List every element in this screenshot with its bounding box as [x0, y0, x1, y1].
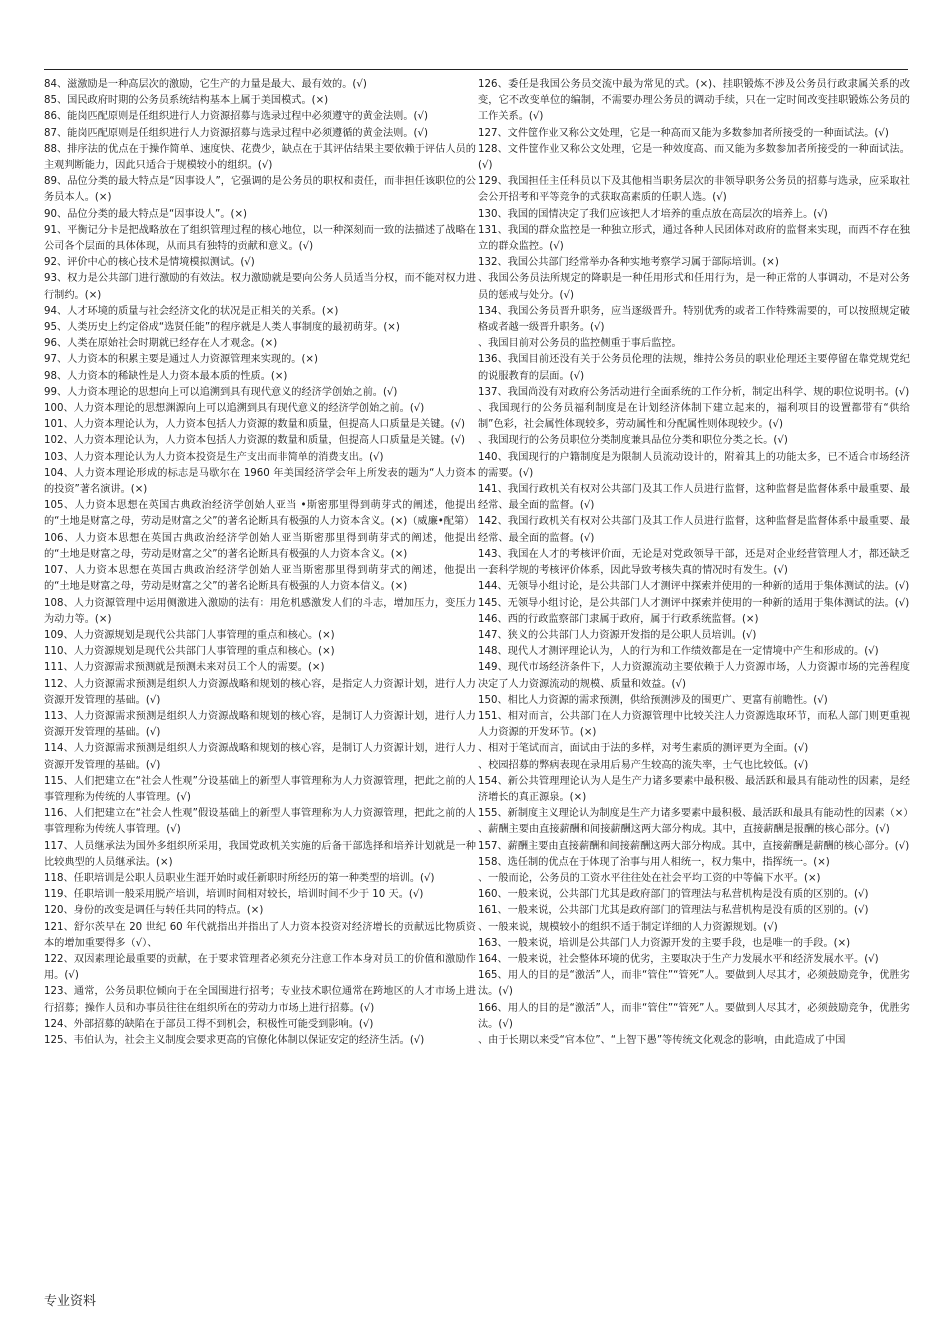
question-item: 、薪酬主要由直接薪酬和间接薪酬这两大部分构成。其中，直接薪酬是报酬的核心部分。(√)	[478, 824, 890, 836]
question-item: 115、人们把建立在“社会人性观”分设基础上的新型人事管理称为人力资源管理，把此之前的人事管理称为传统的人事管理。(√)	[44, 775, 476, 803]
question-item: 88、排序法的优点在于操作简单、速度快、花费少，缺点在于其评估结果主要依赖于评估人员的主观判断能力，因此只适合于规模较小的组织。(√)	[44, 143, 476, 172]
question-item: 134、我国公务员晋升职务，应当逐级晋升。特别优秀的或者工作特殊需要的，可以按照规定破格或者越一级晋升职务。(√)	[478, 305, 910, 334]
question-item: 118、任职培训是公职人员职业生涯开始时或任新职时所经历的第一种类型的培训。(√)	[44, 872, 435, 884]
question-item: 111、人力资源需求预测就是预测未来对员工个人的需要。(×)	[44, 662, 325, 674]
question-item: 122、双因素理论最重要的贡献，在于要求管理者必须充分注意工作本身对员工的价值和激励作用。(√)	[44, 953, 476, 982]
question-item: 145、无领导小组讨论，是公共部门人才测评中探索并使用的一种新的适用于集体测试的法。(√)	[478, 597, 910, 609]
question-item: 107、人力资本思想在英国古典政治经济学创始人亚当斯密那里得到萌芽式的阐述，他提出的“土地是财富之母，劳动是财富之父”的著名论断具有极强的人力资本信义。(×)	[44, 565, 476, 593]
question-item: 101、人力资本理论认为，人力资本包括人力资源的数量和质量，但提高人口质量是关键。(√)	[44, 419, 466, 431]
question-item: 119、任职培训一般采用脱产培训，培训时间相对较长，培训时间不少于 10 天。(√)	[44, 889, 424, 901]
question-item: 、我国现行的公务员福利制度是在计划经济体制下建立起来的，福利项目的设置都带有“供给制”色彩，社会属性体现较多，劳动属性和分配属性则体现较少。(√)	[478, 403, 910, 431]
question-item: 125、韦伯认为，社会主义制度会要求更高的官僚化体制以保证安定的经济生活。(√)	[44, 1034, 425, 1046]
question-item: 121、舒尔茨早在 20 世纪 60 年代就指出并指出了人力资本投资对经济增长的贡献远比物质资本的增加重要得多（√）、	[44, 921, 476, 949]
question-item: 123、通常，公务员职位倾向于在全国围进行招考；专业技术职位通常在跨地区的人才市场上进行招募；操作人员和办事员往往在组织所在的劳动力市场上进行招募。(√)	[44, 986, 476, 1014]
question-item: 142、我国行政机关有权对公共部门及其工作人员进行监督，这种监督是监督体系中最重要、最经常、最全面的监督。(√)	[478, 516, 910, 544]
question-item: 147、狭义的公共部门人力资源开发指的是公职人员培训。(√)	[478, 629, 757, 641]
question-item: 、一般而论，公务员的工资水平往往处在社会平均工资的中等偏下水平。(×)	[478, 872, 821, 884]
question-item: 124、外部招募的缺陷在于部员工得不到机会，积极性可能受到影响。(√)	[44, 1018, 374, 1030]
question-item: 105、人力资本思想在英国古典政治经济学创始人亚当 •斯密那里得到萌芽式的阐述，他提出的“土地是财富之母，劳动是财富之父”的著名论断具有极强的人力资本含义。(×)（威廉•配第）	[44, 500, 476, 528]
question-item: 87、能岗匹配原则是任组织进行人力资源招募与选录过程中必须遵循的黄金法则。(√)	[44, 127, 428, 139]
question-item: 132、我国公共部门经常举办各种实地考察学习属于部际培训。(×)	[478, 257, 779, 269]
question-item: 149、现代市场经济条件下，人力资源流动主要依赖于人力资源市场，人力资源市场的完善程度决定了人力资源流动的规模、质量和效益。(√)	[478, 662, 910, 690]
question-item: 165、用人的目的是“激活”人，而非“管住”“管死”人。要做到人尽其才，必须鼓励竞争，优胜劣汰。(√)	[478, 970, 910, 998]
question-item: 91、平衡记分卡是把战略放在了组织管理过程的核心地位，以一种深刻而一致的法描述了战略在公司各个层面的具体体现，从而具有独特的贡献和意义。(√)	[44, 224, 476, 253]
question-item: 、相对于笔试而言，面试由于法的多样，对考生素质的测评更为全面。(√)	[478, 743, 809, 755]
question-item: 108、人力资源管理中运用侧激进入激励的法有：用危机感激发人们的斗志，增加压力，变压力为动力等。(×)	[44, 597, 476, 625]
header-rule	[44, 69, 908, 70]
question-item: 110、人力资源规划是现代公共部门人事管理的重点和核心。(×)	[44, 646, 335, 658]
question-item: 89、品位分类的最大特点是“因事设人”，它强调的是公务员的职权和责任，而非担任该职位的公务员本人。(×)	[44, 176, 476, 204]
question-item: 114、人力资源需求预测是组织人力资源战略和规划的核心容，是制订人力资源计划，进行人力资源开发管理的基础。(√)	[44, 743, 476, 771]
question-item: 151、相对而言，公共部门在人力资源管理中比较关注人力资源选取环节，而私人部门则更重视人力资源的开发环节。(×)	[478, 710, 910, 739]
question-item: 96、人类在原始社会时期就已经存在人才观念。(×)	[44, 338, 278, 350]
question-item: 128、文件筐作业又称公文处理，它是一种效度高、而又能为多数参加者所接受的一种面试法。(√)	[478, 143, 910, 172]
question-item: 161、一般来说，公共部门尤其是政府部门的管理法与私营机构是没有质的区别的。(√)	[478, 905, 869, 917]
question-item: 109、人力资源规划是现代公共部门人事管理的重点和核心。(×)	[44, 629, 335, 641]
question-item: 137、我国尚没有对政府公务活动进行全面系统的工作分析，制定出科学、规的职位说明书。(√)	[478, 386, 910, 398]
right-column	[478, 77, 914, 1049]
question-item: 98、人力资本的稀缺性是人力资本最本质的性质。(×)	[44, 370, 288, 382]
question-item: 、我国公务员法所规定的降职是一种任用形式和任用行为，是一种正常的人事调动，不是对公务员的惩戒与处分。(√)	[478, 273, 910, 301]
question-item: 113、人力资源需求预测是组织人力资源战略和规划的核心容，是制订人力资源计划，进行人力资源开发管理的基础。(√)	[44, 710, 476, 739]
question-item: 、一般来说，规模较小的组织不适于制定详细的人力资源规划。(√)	[478, 921, 778, 933]
question-item: 144、无领导小组讨论，是公共部门人才测评中探索并使用的一种新的适用于集体测试的法。(√)	[478, 581, 910, 593]
question-item: 85、国民政府时期的公务员系统结构基本上属于美国模式。(×)	[44, 95, 329, 107]
question-item: 160、一般来说，公共部门尤其是政府部门的管理法与私营机构是没有质的区别的。(√)	[478, 889, 869, 901]
question-item: 93、权力是公共部门进行激励的有效法。权力激励就是要向公务人员适当分权，而不能对权力进行制约。(×)	[44, 273, 476, 301]
question-item: 127、文件筐作业又称公文处理，它是一种高而又能为多数参加者所接受的一种面试法。(√)	[478, 127, 889, 139]
question-item: 130、我国的国情决定了我们应该把人才培养的重点放在高层次的培养上。(√)	[478, 208, 828, 220]
question-item: 116、人们把建立在“社会人性观”假设基础上的新型人事管理称为人力资源管理，把此之前的人事管理称为传统人事管理。(√)	[44, 808, 476, 836]
question-item: 104、人力资本理论形成的标志是马歇尔在 1960 年美国经济学会年上所发表的题为“人力资本的投资”著名演讲。(×)	[44, 467, 476, 496]
question-item: 164、一般来说，社会整体环境的优劣，主要取决于生产力发展水平和经济发展水平。(√)	[478, 953, 879, 965]
question-item: 99、人力资本理论的思想向上可以追溯到具有现代意义的经济学创始之前。(√)	[44, 386, 398, 398]
question-item: 92、评价中心的核心技术是情境模拟测试。(√)	[44, 257, 255, 269]
question-item: 117、人员继承法为国外多组织所采用，我国党政机关实施的后备干部选择和培养计划就是一种比较典型的人员继承法。(×)	[44, 840, 476, 868]
question-item: 146、西的行政监察部门隶属于政府，属于行政系统监督。(×)	[478, 613, 759, 625]
question-item: 131、我国的群众监控是一种独立形式，通过各种人民团体对政府的监督来实现，而西不存在独立的群众监控。(√)	[478, 224, 910, 253]
question-item: 126、委任是我国公务员交流中最为常见的式。(×)、挂职锻炼不涉及公务员行政隶属关系的改变，它不改变单位的编制，不需要办理公务员的调动手续，只在一定时间改变挂职锻炼公务员的工作关系。(√)	[478, 79, 910, 123]
question-item: 、我国现行的公务员职位分类制度兼具品位分类和职位分类之长。(√)	[478, 435, 788, 447]
question-item: 102、人力资本理论认为，人力资本包括人力资源的数量和质量，但提高人口质量是关键。(√)	[44, 435, 466, 447]
question-item: 、由于长期以来受“官本位”、“上智下愚”等传统文化观念的影响，由此造成了中国	[478, 1034, 846, 1046]
question-item: 141、我国行政机关有权对公共部门及其工作人员进行监督，这种监督是监督体系中最重要、最经常、最全面的监督。(√)	[478, 484, 910, 512]
question-item: 140、我国现行的户籍制度是为限制人员流动设计的，附着其上的功能太多，已不适合市场经济的需要。(√)	[478, 451, 910, 479]
question-item: 、校园招募的弊病表现在录用后易产生较高的流失率，士气也比较低。(√)	[478, 759, 809, 771]
question-item: 103、人力资本理论认为人力资本投资是生产支出而非简单的消费支出。(√)	[44, 451, 384, 463]
question-item: 136、我国目前还没有关于公务员伦理的法规，维持公务员的职业伦理还主要停留在靠党规党纪的说服教育的层面。(√)	[478, 354, 910, 382]
question-item: 158、选任制的优点在于体现了治事与用人相统一，权力集中，指挥统一。(×)	[478, 856, 830, 868]
question-item: 150、相比人力资源的需求预测，供给预测涉及的围更广、更富有前瞻性。(√)	[478, 694, 828, 706]
question-item: 155、新制度主义理论认为制度是生产力诸多要素中最积极、最活跃和最具有能动性的因素（×）	[478, 808, 914, 820]
question-item: 86、能岗匹配原则是任组织进行人力资源招募与选录过程中必须遵守的黄金法则。(√)	[44, 111, 428, 123]
question-item: 163、一般来说，培训是公共部门人力资源开发的主要手段，也是唯一的手段。(×)	[478, 937, 851, 949]
left-column	[44, 77, 476, 1049]
question-item: 166、用人的目的是“激活”人，而非“管住”“管死”人。要做到人尽其才，必须鼓励竞争，优胜劣汰。(√)	[478, 1002, 910, 1030]
question-item: 100、人力资本理论的思想渊源向上可以追溯到具有现代意义的经济学创始之前。(√)	[44, 403, 425, 415]
question-item: 106、人力资本思想在英国古典政治经济学创始人亚当斯密那里得到萌芽式的阐述，他提出的“土地是财富之母，劳动是财富之父”的著名论断具有极强的人力资本含义。(×)	[44, 532, 476, 560]
question-item: 84、滋激励是一种高层次的激励，它生产的力量是最大、最有效的。(√)	[44, 79, 367, 90]
question-item: 148、现代人才测评理论认为，人的行为和工作绩效都是在一定情境中产生和形成的。(√)	[478, 646, 879, 658]
question-item: 143、我国在人才的考核评价面，无论是对党政领导干部，还是对企业经营管理人才，都还缺乏一套科学规的考核评价体系，因此导致考核失真的情况时有发生。(√)	[478, 548, 910, 577]
question-item: 129、我国担任主任科员以下及其他相当职务层次的非领导职务公务员的招募与选录，应采取社会公开招考和平等竞争的式获取高素质的任职人选。(√)	[478, 176, 910, 204]
question-item: 120、身份的改变是调任与转任共同的特点。(×)	[44, 905, 264, 917]
page-footer: 专业资料	[44, 1294, 97, 1309]
question-item: 、我国目前对公务员的监控侧重于事后监控。	[478, 338, 682, 350]
question-item: 157、薪酬主要由直接薪酬和间接薪酬这两大部分构成。其中，直接薪酬是薪酬的核心部分。(√)	[478, 840, 910, 852]
question-item: 112、人力资源需求预测是组织人力资源战略和规划的核心容，是指定人力资源计划，进行人力资源开发管理的基础。(√)	[44, 678, 476, 706]
question-item: 154、新公共管理理论认为人是生产力诸多要素中最积极、最活跃和最具有能动性的因素，是经济增长的真正源泉。(×)	[478, 775, 910, 803]
question-item: 95、人类历史上约定俗成“选贤任能”的程序就是人类人事制度的最初萌芽。(×)	[44, 322, 400, 334]
question-item: 97、人力资本的积累主要是通过人力资源管理来实现的。(×)	[44, 354, 318, 366]
question-item: 90、品位分类的最大特点是“因事设人”。(×)	[44, 208, 248, 220]
question-item: 94、人才环境的质量与社会经济文化的状况是正相关的关系。(×)	[44, 305, 339, 317]
